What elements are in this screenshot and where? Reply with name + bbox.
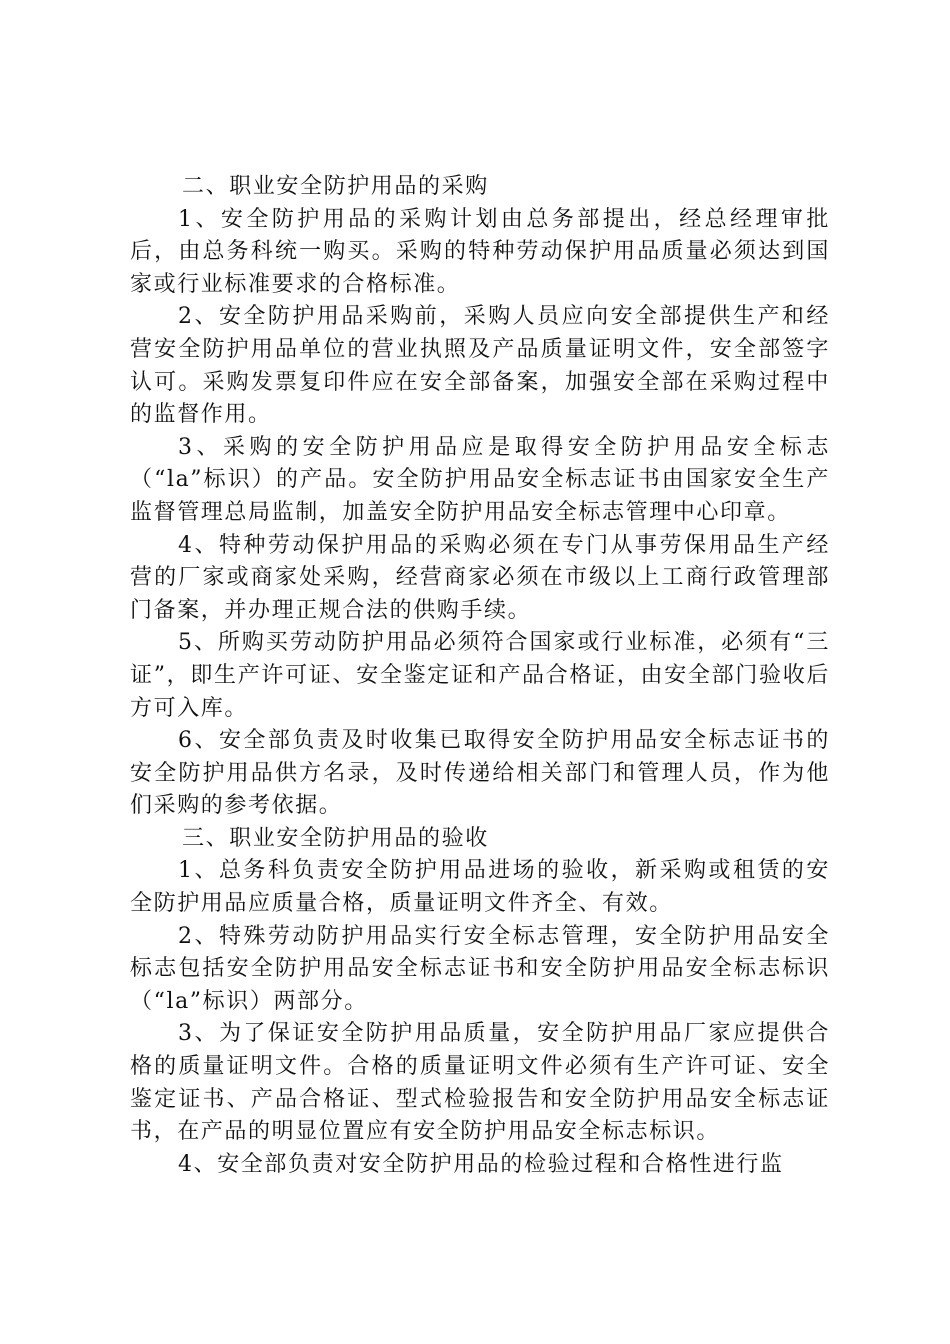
paragraph-procurement-1: 1、安全防护用品的采购计划由总务部提出，经总经理审批后，由总务科统一购买。采购的特种劳动保护用品质量必须达到国家或行业标准要求的合格标准。 xyxy=(130,206,830,297)
paragraph-acceptance-4: 4、安全部负责对安全防护用品的检验过程和合格性进行监 xyxy=(178,1151,784,1177)
section-heading-acceptance: 三、职业安全防护用品的验收 xyxy=(182,825,489,851)
paragraph-acceptance-3: 3、为了保证安全防护用品质量，安全防护用品厂家应提供合格的质量证明文件。合格的质量证明文件必须有生产许可证、安全鉴定证书、产品合格证、型式检验报告和安全防护用品安全标志证书，在产品的明显位置应有安全防护用品安全标志标识。 xyxy=(130,1021,830,1145)
paragraph-procurement-4: 4、特种劳动保护用品的采购必须在专门从事劳保用品生产经营的厂家或商家处采购，经营商家必须在市级以上工商行政管理部门备案，并办理正规合法的供购手续。 xyxy=(130,532,830,623)
paragraph-procurement-3: 3、采购的安全防护用品应是取得安全防护用品安全标志（“la”标识）的产品。安全防护用品安全标志证书由国家安全生产监督管理总局监制，加盖安全防护用品安全标志管理中心印章。 xyxy=(130,434,830,525)
document-body xyxy=(130,171,830,1181)
paragraph-acceptance-2: 2、特殊劳动防护用品实行安全标志管理，安全防护用品安全标志包括安全防护用品安全标志证书和安全防护用品安全标志标识（“la”标识）两部分。 xyxy=(130,923,830,1014)
paragraph-procurement-6: 6、安全部负责及时收集已取得安全防护用品安全标志证书的安全防护用品供方名录，及时传递给相关部门和管理人员，作为他们采购的参考依据。 xyxy=(130,728,830,819)
paragraph-acceptance-1: 1、总务科负责安全防护用品进场的验收，新采购或租赁的安全防护用品应质量合格，质量证明文件齐全、有效。 xyxy=(130,858,830,917)
section-heading-procurement: 二、职业安全防护用品的采购 xyxy=(182,174,489,199)
paragraph-procurement-2: 2、安全防护用品采购前，采购人员应向安全部提供生产和经营安全防护用品单位的营业执照及产品质量证明文件，安全部签字认可。采购发票复印件应在安全部备案，加强安全部在采购过程中的监督作用。 xyxy=(130,304,830,428)
paragraph-procurement-5: 5、所购买劳动防护用品必须符合国家或行业标准，必须有“三证”，即生产许可证、安全鉴定证和产品合格证，由安全部门验收后方可入库。 xyxy=(130,630,830,721)
